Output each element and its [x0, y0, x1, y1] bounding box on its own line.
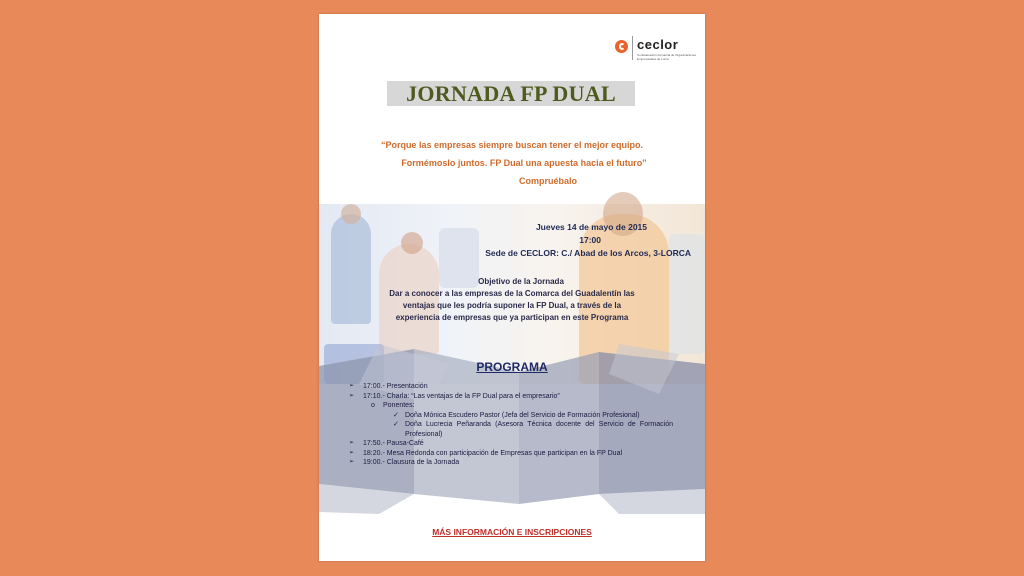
- arrow-bullet-icon: ➢: [349, 383, 355, 389]
- quote-line-1: “Porque las empresas siempre buscan tener el mejor equipo.: [380, 140, 644, 150]
- objective-heading: Objetivo de la Jornada: [478, 277, 564, 286]
- program-item: ➢ 17:50.- Pausa-Café: [349, 440, 424, 447]
- logo-divider: [632, 36, 633, 60]
- ceclor-logo-icon: [615, 40, 628, 53]
- quote-line-3: Compruébalo: [518, 176, 577, 186]
- arrow-bullet-icon: ➢: [349, 449, 355, 456]
- program-item: ➢ 18:20.- Mesa Redonda con participación de Empresas que participan en la FP Dual: [349, 449, 623, 457]
- circle-bullet-icon: o: [371, 402, 375, 409]
- event-venue: Sede de CECLOR: C./ Abad de los Arcos, 3-LORCA: [485, 248, 691, 258]
- quote-line-2: Formémoslo juntos. FP Dual una apuesta hacia el futuro”: [401, 158, 647, 168]
- program-item: ➢ 17:10.- Charla: “Las ventajas de la FP Dual para el empresario”: [349, 392, 560, 400]
- flyer-title: JORNADA FP DUAL: [387, 81, 635, 106]
- program-item: ➢ 17:00.- Presentación: [349, 383, 428, 390]
- ceclor-logo: [615, 36, 695, 64]
- speaker-item: ✓ Doña Lucrecia Peñaranda (Asesora Técnica docente del Servicio de Formación Profesional): [393, 421, 673, 438]
- arrow-bullet-icon: ➢: [349, 459, 355, 465]
- event-flyer: [319, 14, 705, 561]
- arrow-bullet-icon: ➢: [349, 392, 355, 399]
- check-icon: ✓: [393, 411, 399, 419]
- more-info-link[interactable]: MÁS INFORMACIÓN E INSCRIPCIONES: [432, 527, 592, 537]
- event-date: Jueves 14 de mayo de 2015: [535, 222, 647, 232]
- arrow-bullet-icon: ➢: [349, 440, 355, 446]
- objective-line-2: ventajas que les podría suponer la FP Dual, a través de la: [402, 301, 622, 310]
- objective-line-3: experiencia de empresas que ya participan en este Programa: [395, 313, 629, 322]
- program-list: [349, 382, 689, 468]
- speakers-label: o Ponentes:: [371, 402, 415, 409]
- logo-subtitle: Confederación Comarcal de Organizaciones Empresariales de Lorca: [637, 53, 697, 61]
- speaker-item: ✓ Doña Mónica Escudero Pastor (Jefa del Servicio de Formación Profesional): [393, 411, 640, 419]
- check-icon: ✓: [393, 421, 399, 428]
- program-heading: PROGRAMA: [476, 360, 548, 374]
- logo-name: ceclor: [637, 37, 679, 52]
- objective-line-1: Dar a conocer a las empresas de la Comarca del Guadalentín las: [389, 289, 635, 298]
- event-time: 17:00: [579, 235, 601, 245]
- program-item: ➢ 19:00.- Clausura de la Jornada: [349, 459, 460, 466]
